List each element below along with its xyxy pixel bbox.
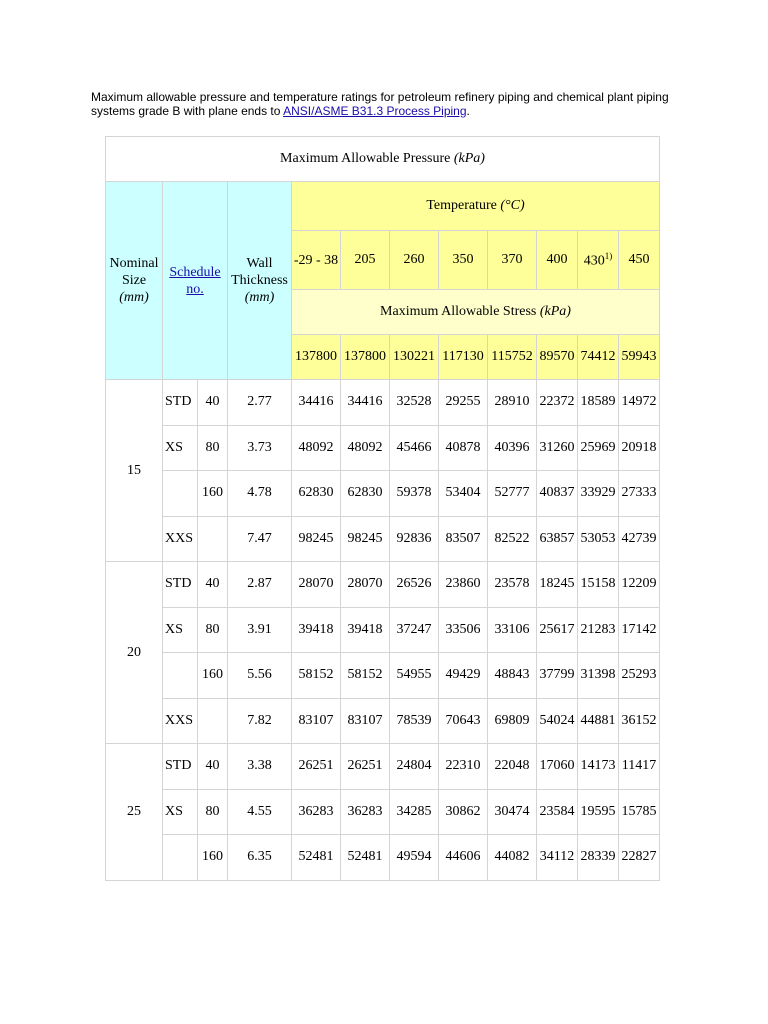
pressure-cell: 42739 bbox=[619, 516, 660, 562]
pressure-cell: 36152 bbox=[619, 698, 660, 744]
table-row bbox=[106, 607, 660, 653]
title-unit: (kPa) bbox=[453, 151, 485, 166]
pressure-cell: 22372 bbox=[537, 380, 578, 426]
schedule-number-cell: 80 bbox=[198, 789, 228, 835]
pressure-cell: 23584 bbox=[537, 789, 578, 835]
pressure-ratings-table bbox=[105, 136, 660, 881]
pressure-cell: 48092 bbox=[341, 425, 390, 471]
pressure-cell: 32528 bbox=[390, 380, 439, 426]
pressure-cell: 33106 bbox=[488, 607, 537, 653]
pressure-cell: 40396 bbox=[488, 425, 537, 471]
temperature-4 bbox=[488, 231, 537, 290]
schedule-header bbox=[163, 182, 228, 380]
temperature-0 bbox=[292, 231, 341, 290]
pressure-cell: 34416 bbox=[292, 380, 341, 426]
schedule-name-cell: STD bbox=[163, 744, 198, 790]
temperature-3 bbox=[439, 231, 488, 290]
schedule-number-cell: 40 bbox=[198, 562, 228, 608]
pressure-cell: 30474 bbox=[488, 789, 537, 835]
schedule-number-cell bbox=[198, 698, 228, 744]
pressure-cell: 23578 bbox=[488, 562, 537, 608]
schedule-name-cell: STD bbox=[163, 380, 198, 426]
pressure-cell: 23860 bbox=[439, 562, 488, 608]
stress-0: 137800 bbox=[292, 335, 341, 380]
temperature-7 bbox=[619, 231, 660, 290]
temperature-value: 430 bbox=[583, 253, 605, 269]
pressure-cell: 19595 bbox=[578, 789, 619, 835]
pressure-cell: 63857 bbox=[537, 516, 578, 562]
pressure-cell: 49429 bbox=[439, 653, 488, 699]
stress-header: Maximum Allowable Stress (kPa) bbox=[292, 290, 660, 335]
schedule-number-cell: 160 bbox=[198, 471, 228, 517]
pressure-cell: 17142 bbox=[619, 607, 660, 653]
pressure-cell: 48843 bbox=[488, 653, 537, 699]
temperature-value: 350 bbox=[452, 252, 474, 267]
pressure-cell: 62830 bbox=[341, 471, 390, 517]
pressure-cell: 26251 bbox=[341, 744, 390, 790]
wall-thickness-cell: 2.87 bbox=[228, 562, 292, 608]
temperature-6 bbox=[578, 231, 619, 290]
schedule-no-link[interactable]: Schedule no. bbox=[169, 264, 221, 297]
pressure-cell: 15158 bbox=[578, 562, 619, 608]
pressure-cell: 54955 bbox=[390, 653, 439, 699]
temperature-5 bbox=[537, 231, 578, 290]
table-row bbox=[106, 744, 660, 790]
temperature-header: Temperature (°C) bbox=[292, 182, 660, 231]
table-row bbox=[106, 789, 660, 835]
pressure-cell: 98245 bbox=[292, 516, 341, 562]
pressure-cell: 83107 bbox=[292, 698, 341, 744]
schedule-name-cell: XS bbox=[163, 789, 198, 835]
wall-thickness-cell: 7.82 bbox=[228, 698, 292, 744]
pressure-cell: 36283 bbox=[341, 789, 390, 835]
pressure-cell: 22310 bbox=[439, 744, 488, 790]
schedule-number-cell: 40 bbox=[198, 744, 228, 790]
table-row bbox=[106, 653, 660, 699]
intro-period: . bbox=[466, 104, 470, 118]
stress-1: 137800 bbox=[341, 335, 390, 380]
pressure-cell: 36283 bbox=[292, 789, 341, 835]
pressure-cell: 25293 bbox=[619, 653, 660, 699]
nominal-size-unit: (mm) bbox=[119, 290, 149, 305]
wall-thickness-cell: 6.35 bbox=[228, 835, 292, 881]
pressure-cell: 28070 bbox=[292, 562, 341, 608]
intro-text: Maximum allowable pressure and temperature ratings for petroleum refinery piping and chemical plant piping systems grade B with plane ends to bbox=[91, 90, 669, 118]
table-row bbox=[106, 516, 660, 562]
pressure-cell: 92836 bbox=[390, 516, 439, 562]
schedule-number-cell: 80 bbox=[198, 425, 228, 471]
pressure-cell: 49594 bbox=[390, 835, 439, 881]
pressure-cell: 31260 bbox=[537, 425, 578, 471]
schedule-number-cell: 40 bbox=[198, 380, 228, 426]
wall-thickness-cell: 4.55 bbox=[228, 789, 292, 835]
stress-2: 130221 bbox=[390, 335, 439, 380]
schedule-name-cell bbox=[163, 471, 198, 517]
pressure-cell: 34285 bbox=[390, 789, 439, 835]
pressure-cell: 14972 bbox=[619, 380, 660, 426]
footnote-marker: 1) bbox=[604, 250, 613, 261]
nominal-size-cell: 25 bbox=[106, 744, 163, 881]
pressure-cell: 54024 bbox=[537, 698, 578, 744]
table-title: Maximum Allowable Pressure (kPa) bbox=[106, 137, 660, 182]
temperature-2 bbox=[390, 231, 439, 290]
schedule-name-cell: XXS bbox=[163, 516, 198, 562]
pressure-cell: 83107 bbox=[341, 698, 390, 744]
pressure-cell: 44881 bbox=[578, 698, 619, 744]
temperature-value: 400 bbox=[546, 252, 568, 267]
temperature-value: 260 bbox=[403, 252, 425, 267]
pressure-cell: 82522 bbox=[488, 516, 537, 562]
schedule-name-cell: XXS bbox=[163, 698, 198, 744]
temperature-1 bbox=[341, 231, 390, 290]
pressure-cell: 37247 bbox=[390, 607, 439, 653]
pressure-cell: 53053 bbox=[578, 516, 619, 562]
pressure-cell: 52481 bbox=[341, 835, 390, 881]
temperature-value: 450 bbox=[628, 252, 650, 267]
pressure-cell: 34112 bbox=[537, 835, 578, 881]
temperature-value: -29 - 38 bbox=[293, 252, 339, 268]
pressure-cell: 44082 bbox=[488, 835, 537, 881]
table-row bbox=[106, 562, 660, 608]
stress-unit: (kPa) bbox=[539, 304, 571, 319]
schedule-name-cell: STD bbox=[163, 562, 198, 608]
wall-thickness-cell: 3.73 bbox=[228, 425, 292, 471]
pressure-cell: 14173 bbox=[578, 744, 619, 790]
wall-thickness-cell: 7.47 bbox=[228, 516, 292, 562]
pressure-cell: 58152 bbox=[341, 653, 390, 699]
stress-3: 117130 bbox=[439, 335, 488, 380]
stress-4: 115752 bbox=[488, 335, 537, 380]
temperature-unit: (°C) bbox=[500, 198, 525, 213]
pressure-cell: 20918 bbox=[619, 425, 660, 471]
schedule-name-cell bbox=[163, 835, 198, 881]
pressure-cell: 37799 bbox=[537, 653, 578, 699]
pressure-cell: 70643 bbox=[439, 698, 488, 744]
pressure-cell: 58152 bbox=[292, 653, 341, 699]
pressure-cell: 28910 bbox=[488, 380, 537, 426]
table-row bbox=[106, 471, 660, 517]
nominal-size-header: Nominal Size (mm) bbox=[106, 182, 163, 380]
pressure-cell: 34416 bbox=[341, 380, 390, 426]
wall-thickness-header: Wall Thickness (mm) bbox=[228, 182, 292, 380]
schedule-name-cell: XS bbox=[163, 607, 198, 653]
pressure-cell: 33506 bbox=[439, 607, 488, 653]
pressure-cell: 24804 bbox=[390, 744, 439, 790]
pressure-cell: 48092 bbox=[292, 425, 341, 471]
wall-thickness-unit: (mm) bbox=[244, 290, 275, 305]
pressure-cell: 52777 bbox=[488, 471, 537, 517]
pressure-cell: 53404 bbox=[439, 471, 488, 517]
pressure-cell: 26251 bbox=[292, 744, 341, 790]
pressure-cell: 28339 bbox=[578, 835, 619, 881]
pressure-cell: 27333 bbox=[619, 471, 660, 517]
pressure-cell: 15785 bbox=[619, 789, 660, 835]
stress-7: 59943 bbox=[619, 335, 660, 380]
intro-paragraph bbox=[91, 90, 676, 118]
wall-thickness-cell: 2.77 bbox=[228, 380, 292, 426]
pressure-cell: 31398 bbox=[578, 653, 619, 699]
schedule-number-cell: 160 bbox=[198, 835, 228, 881]
pressure-cell: 39418 bbox=[292, 607, 341, 653]
pressure-cell: 22048 bbox=[488, 744, 537, 790]
wall-thickness-cell: 3.91 bbox=[228, 607, 292, 653]
pressure-cell: 83507 bbox=[439, 516, 488, 562]
wall-thickness-cell: 5.56 bbox=[228, 653, 292, 699]
pressure-cell: 30862 bbox=[439, 789, 488, 835]
ansi-asme-link[interactable]: ANSI/ASME B31.3 Process Piping bbox=[283, 104, 467, 118]
pressure-cell: 59378 bbox=[390, 471, 439, 517]
pressure-cell: 29255 bbox=[439, 380, 488, 426]
pressure-cell: 12209 bbox=[619, 562, 660, 608]
pressure-cell: 18245 bbox=[537, 562, 578, 608]
stress-5: 89570 bbox=[537, 335, 578, 380]
pressure-cell: 28070 bbox=[341, 562, 390, 608]
pressure-cell: 45466 bbox=[390, 425, 439, 471]
temperature-value: 370 bbox=[501, 252, 523, 267]
table-row bbox=[106, 380, 660, 426]
pressure-cell: 62830 bbox=[292, 471, 341, 517]
pressure-cell: 25617 bbox=[537, 607, 578, 653]
temperature-value: 205 bbox=[354, 252, 376, 267]
pressure-cell: 18589 bbox=[578, 380, 619, 426]
pressure-cell: 17060 bbox=[537, 744, 578, 790]
nominal-size-cell: 20 bbox=[106, 562, 163, 744]
pressure-cell: 40878 bbox=[439, 425, 488, 471]
pressure-cell: 11417 bbox=[619, 744, 660, 790]
table-row bbox=[106, 835, 660, 881]
schedule-number-cell: 80 bbox=[198, 607, 228, 653]
pressure-cell: 33929 bbox=[578, 471, 619, 517]
pressure-cell: 69809 bbox=[488, 698, 537, 744]
wall-thickness-cell: 3.38 bbox=[228, 744, 292, 790]
schedule-name-cell: XS bbox=[163, 425, 198, 471]
pressure-cell: 40837 bbox=[537, 471, 578, 517]
table-row bbox=[106, 698, 660, 744]
pressure-cell: 39418 bbox=[341, 607, 390, 653]
pressure-cell: 98245 bbox=[341, 516, 390, 562]
pressure-cell: 21283 bbox=[578, 607, 619, 653]
pressure-cell: 22827 bbox=[619, 835, 660, 881]
pressure-cell: 44606 bbox=[439, 835, 488, 881]
nominal-size-cell: 15 bbox=[106, 380, 163, 562]
wall-thickness-cell: 4.78 bbox=[228, 471, 292, 517]
schedule-number-cell: 160 bbox=[198, 653, 228, 699]
pressure-cell: 52481 bbox=[292, 835, 341, 881]
pressure-cell: 25969 bbox=[578, 425, 619, 471]
schedule-name-cell bbox=[163, 653, 198, 699]
schedule-number-cell bbox=[198, 516, 228, 562]
pressure-cell: 78539 bbox=[390, 698, 439, 744]
pressure-cell: 26526 bbox=[390, 562, 439, 608]
table-row bbox=[106, 425, 660, 471]
stress-6: 74412 bbox=[578, 335, 619, 380]
